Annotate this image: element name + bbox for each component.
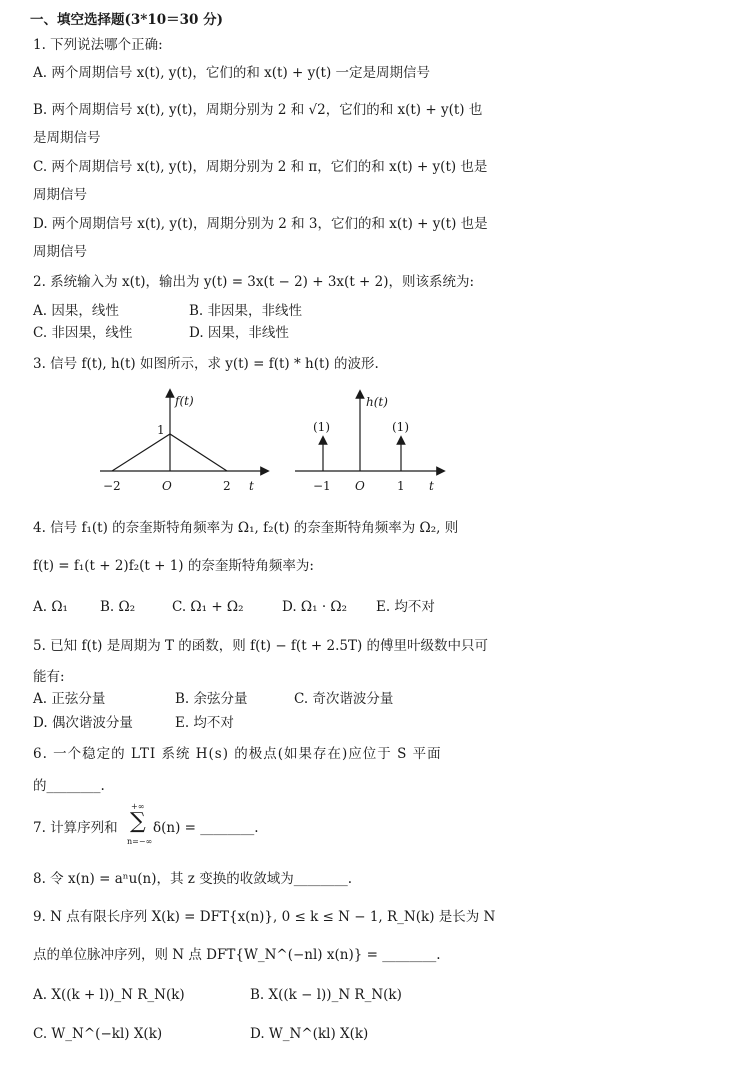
q9-option-b: B. X((k − l))_N R_N(k)	[250, 987, 402, 1003]
q7-sum-lower-limit: n=−∞	[127, 837, 153, 846]
q4-option-c: C. Ω₁ + Ω₂	[172, 599, 244, 615]
h-impulse-left-label: (1)	[313, 420, 330, 434]
q1-option-c-line1: C. 两个周期信号 x(t), y(t)，周期分别为 2 和 π，它们的和 x(t) + y(t) 也是	[33, 159, 488, 175]
q4-option-a: A. Ω₁	[33, 599, 68, 615]
q8-stem: 8. 令 x(n) = aⁿu(n)，其 z 变换的收敛域为________.	[33, 871, 352, 887]
q9-stem-line1: 9. N 点有限长序列 X(k) = DFT{x(n)}, 0 ≤ k ≤ N − 1, R_N(k) 是长为 N	[33, 909, 496, 925]
q5-option-c: C. 奇次谐波分量	[294, 691, 394, 707]
q7-prefix: 7. 计算序列和	[33, 820, 118, 836]
f-tick-neg2: −2	[103, 479, 121, 493]
q1-stem: 1. 下列说法哪个正确:	[33, 37, 163, 53]
h-impulse-right-label: (1)	[392, 420, 409, 434]
q7-sum-symbol: ∑	[130, 809, 146, 834]
q4-stem-line2: f(t) = f₁(t + 2)f₂(t + 1) 的奈奎斯特角频率为:	[33, 558, 314, 574]
q2-option-b: B. 非因果，非线性	[189, 303, 303, 319]
q5-option-e: E. 均不对	[175, 715, 234, 731]
q4-option-b: B. Ω₂	[100, 599, 136, 615]
q2-option-c: C. 非因果，线性	[33, 325, 133, 341]
h-tick-1: 1	[397, 479, 405, 493]
q1-option-a: A. 两个周期信号 x(t), y(t)，它们的和 x(t) + y(t) 一定是周期信号	[33, 65, 430, 81]
q5-option-a: A. 正弦分量	[33, 691, 106, 707]
q4-option-d: D. Ω₁ · Ω₂	[282, 599, 348, 615]
q4-option-e: E. 均不对	[376, 599, 435, 615]
f-peak-label: 1	[157, 423, 165, 437]
q7-sum-upper-limit: +∞	[131, 802, 145, 811]
q5-stem-line1: 5. 已知 f(t) 是周期为 T 的函数，则 f(t) − f(t + 2.5T) 的傅里叶级数中只可	[33, 638, 489, 654]
h-tick-neg1: −1	[313, 479, 331, 493]
q1-option-c-line2: 周期信号	[33, 187, 87, 203]
section-title: 一、填空选择题(3*10＝30 分)	[30, 12, 224, 28]
q1-option-d-line1: D. 两个周期信号 x(t), y(t)，周期分别为 2 和 3，它们的和 x(t) + y(t) 也是	[33, 216, 488, 232]
h-tick-origin: O	[355, 479, 365, 493]
f-tick-origin: O	[162, 479, 172, 493]
q7-suffix: δ(n) = ________.	[153, 820, 259, 836]
q2-stem: 2. 系统输入为 x(t)，输出为 y(t) = 3x(t − 2) + 3x(t + 2)，则该系统为:	[33, 274, 475, 290]
f-tick-2: 2	[223, 479, 231, 493]
q9-option-d: D. W_N^(kl) X(k)	[250, 1026, 369, 1042]
h-tick-t: t	[429, 479, 434, 493]
figure-h-of-t	[293, 388, 453, 503]
q1-option-d-line2: 周期信号	[33, 244, 87, 260]
q5-option-d: D. 偶次谐波分量	[33, 715, 133, 731]
q9-option-a: A. X((k + l))_N R_N(k)	[33, 987, 185, 1003]
h-label: h(t)	[366, 395, 388, 409]
q2-option-d: D. 因果，非线性	[189, 325, 289, 341]
q1-option-b-line1: B. 两个周期信号 x(t), y(t)，周期分别为 2 和 √2，它们的和 x(t) + y(t) 也	[33, 102, 483, 118]
q6-stem-line1: 6. 一个稳定的 LTI 系统 H(s) 的极点(如果存在)应位于 S 平面	[33, 746, 442, 762]
q5-stem-line2: 能有:	[33, 669, 65, 685]
q9-stem-line2: 点的单位脉冲序列，则 N 点 DFT{W_N^(−nl) x(n)} = ________.	[33, 947, 441, 963]
q4-stem-line1: 4. 信号 f₁(t) 的奈奎斯特角频率为 Ω₁, f₂(t) 的奈奎斯特角频率为 Ω₂, 则	[33, 520, 459, 536]
f-label: f(t)	[175, 394, 194, 408]
q1-option-b-line2: 是周期信号	[33, 130, 101, 146]
q3-stem: 3. 信号 f(t), h(t) 如图所示，求 y(t) = f(t) * h(t) 的波形.	[33, 356, 379, 372]
f-tick-t: t	[249, 479, 254, 493]
q6-stem-line2: 的________.	[33, 778, 105, 794]
q5-option-b: B. 余弦分量	[175, 691, 248, 707]
q9-option-c: C. W_N^(−kl) X(k)	[33, 1026, 163, 1042]
q2-option-a: A. 因果，线性	[33, 303, 119, 319]
